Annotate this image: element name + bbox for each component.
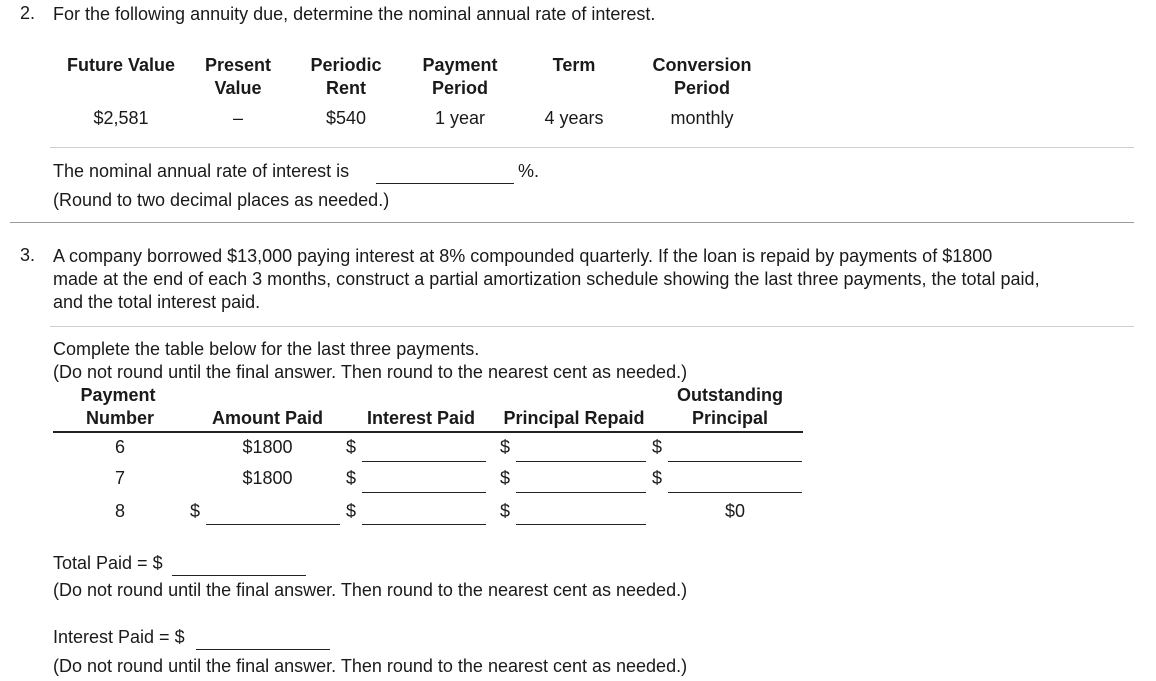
question-3-prompt-line2: made at the end of each 3 months, construct a partial amortization schedule showing the last three payments, the total paid, [53, 269, 1040, 289]
row-7-interest-currency: $ [346, 468, 357, 488]
row-7-interest-input[interactable] [362, 492, 486, 493]
question-2-number: 2. [20, 3, 36, 23]
header-future-value: Future Value [66, 55, 176, 75]
header-payment-number: Payment Number [80, 385, 156, 428]
interest-paid-note: (Do not round until the final answer. Then round to the nearest cent as needed.) [53, 656, 688, 676]
table-instruction: Complete the table below for the last three payments. [53, 339, 480, 359]
row-8-interest-currency: $ [346, 501, 357, 521]
header-term: Term [552, 55, 596, 75]
header-conversion-period: Conversion Period [652, 55, 752, 98]
rate-answer-input[interactable] [376, 183, 514, 184]
row-7-principal-input[interactable] [516, 492, 646, 493]
total-paid-label: Total Paid = $ [53, 553, 163, 573]
row-6-outstanding-currency: $ [652, 437, 663, 457]
question-3-prompt-line1: A company borrowed $13,000 paying interest at 8% compounded quarterly. If the loan is repaid by payments of $1800 [53, 246, 993, 266]
rate-round-note: (Round to two decimal places as needed.) [53, 190, 390, 210]
interest-paid-label: Interest Paid = $ [53, 627, 185, 647]
cell-periodic-rent: $540 [325, 108, 367, 128]
row-6-outstanding-input[interactable] [668, 461, 802, 462]
header-periodic-rent: Periodic Rent [310, 55, 382, 98]
row-8-number: 8 [114, 501, 125, 521]
row-7-principal-currency: $ [500, 468, 511, 488]
row-7-outstanding-input[interactable] [668, 492, 802, 493]
row-8-outstanding: $0 [724, 501, 746, 521]
divider [50, 147, 1134, 148]
header-amount-paid: Amount Paid [212, 408, 323, 428]
row-6-amount: $1800 [242, 437, 293, 457]
row-8-amount-input[interactable] [206, 524, 340, 525]
cell-term: 4 years [544, 108, 604, 128]
row-6-principal-input[interactable] [516, 461, 646, 462]
row-7-outstanding-currency: $ [652, 468, 663, 488]
cell-future-value: $2,581 [93, 108, 149, 128]
header-outstanding-principal: Outstanding Principal [677, 385, 783, 428]
row-8-principal-input[interactable] [516, 524, 646, 525]
header-interest-paid: Interest Paid [366, 408, 476, 428]
row-6-interest-input[interactable] [362, 461, 486, 462]
table-header-rule [53, 431, 803, 433]
header-principal-repaid: Principal Repaid [503, 408, 645, 428]
row-7-amount: $1800 [242, 468, 293, 488]
table-round-note: (Do not round until the final answer. Then round to the nearest cent as needed.) [53, 362, 688, 382]
header-present-value: Present Value [204, 55, 272, 98]
question-3-number: 3. [20, 245, 36, 265]
row-7-number: 7 [114, 468, 125, 488]
question-3-prompt-line3: and the total interest paid. [53, 292, 261, 312]
interest-paid-input[interactable] [196, 649, 330, 650]
header-payment-period: Payment Period [422, 55, 498, 98]
row-6-principal-currency: $ [500, 437, 511, 457]
row-6-number: 6 [114, 437, 125, 457]
cell-present-value: – [232, 108, 243, 128]
total-paid-input[interactable] [172, 575, 306, 576]
rate-answer-prefix: The nominal annual rate of interest is [53, 161, 350, 181]
divider [50, 326, 1134, 327]
row-6-interest-currency: $ [346, 437, 357, 457]
row-8-amount-currency: $ [190, 501, 201, 521]
question-2-prompt: For the following annuity due, determine the nominal annual rate of interest. [53, 4, 656, 24]
total-paid-note: (Do not round until the final answer. Then round to the nearest cent as needed.) [53, 580, 688, 600]
row-8-interest-input[interactable] [362, 524, 486, 525]
cell-conversion-period: monthly [670, 108, 734, 128]
cell-payment-period: 1 year [434, 108, 486, 128]
section-divider [10, 222, 1134, 223]
row-8-principal-currency: $ [500, 501, 511, 521]
rate-answer-suffix: %. [518, 161, 540, 181]
